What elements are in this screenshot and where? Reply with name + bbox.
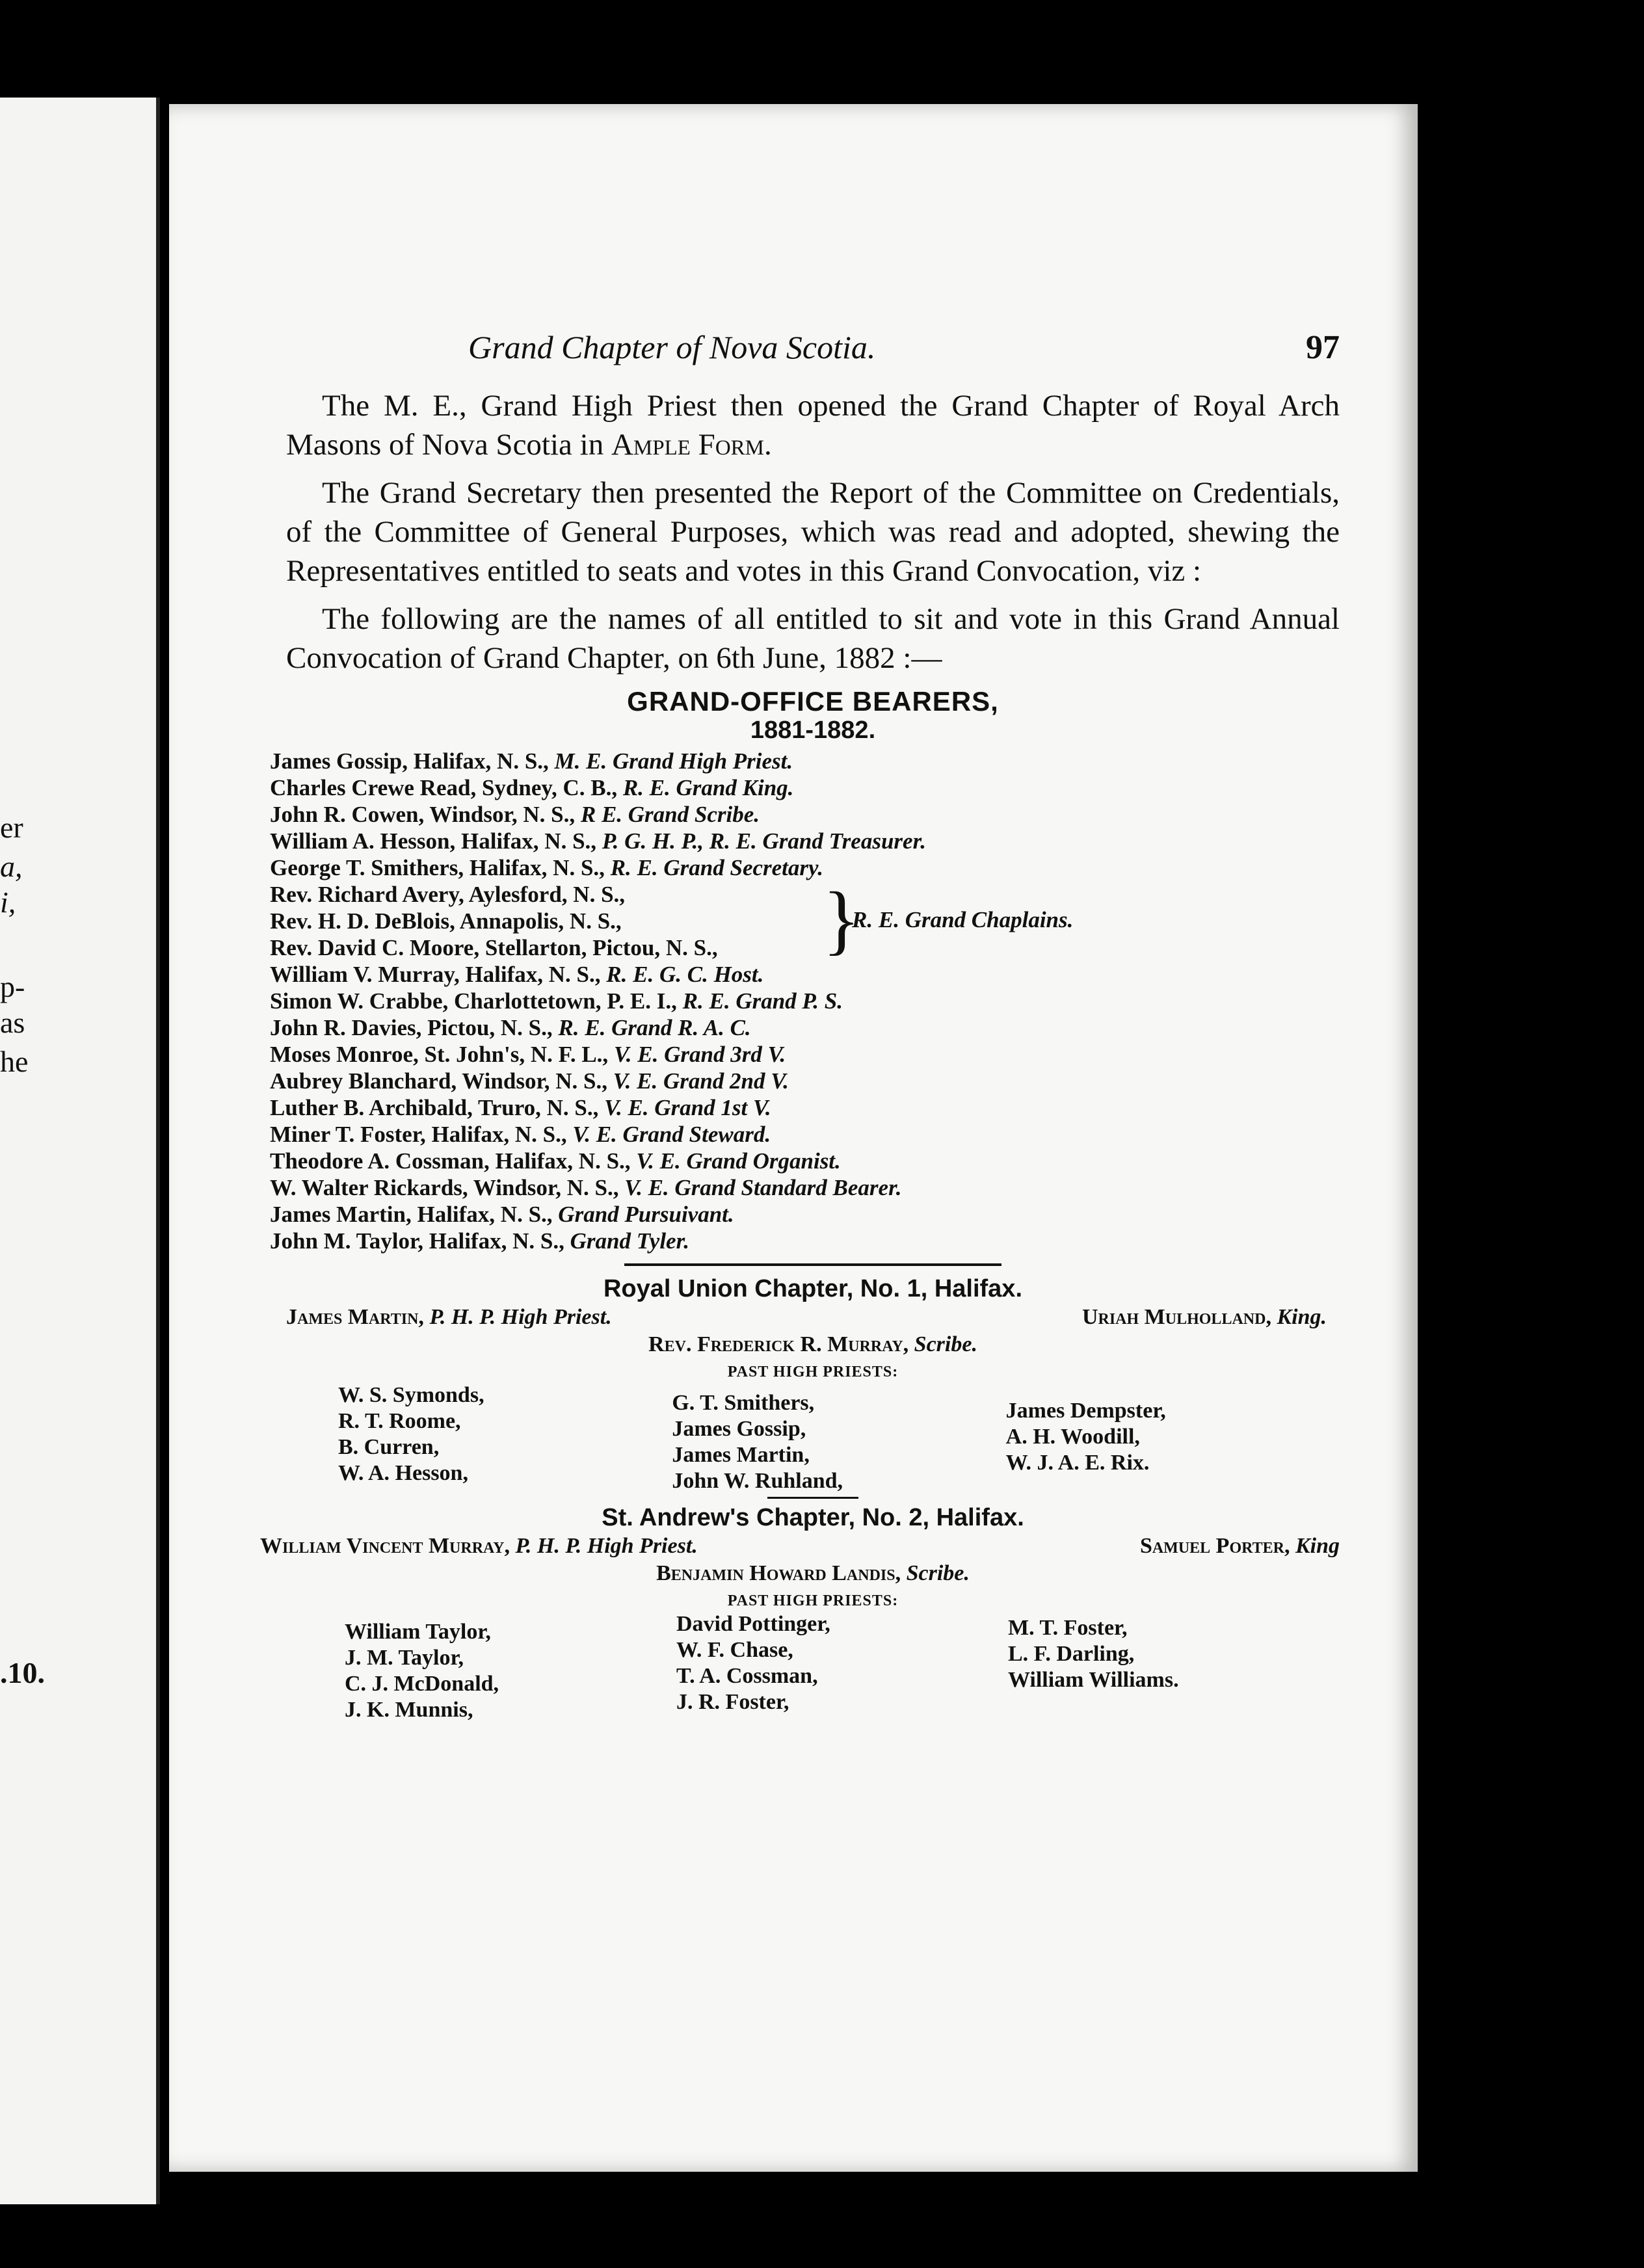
list-item: J. M. Taylor, bbox=[345, 1646, 464, 1670]
officer-title: R. E. G. C. Host. bbox=[606, 962, 764, 987]
officer-row bbox=[270, 1041, 1340, 1068]
chaplains-title: R. E. Grand Chaplains. bbox=[852, 907, 1074, 932]
officer-name: William V. Murray, Halifax, N. S., bbox=[270, 962, 607, 987]
officer-title: Scribe. bbox=[906, 1561, 970, 1585]
officer-row bbox=[270, 1174, 1340, 1201]
list-item: John W. Ruhland, bbox=[672, 1469, 843, 1493]
paragraph-following: The following are the names of all entitled to sit and vote in this Grand Annual Convocation of Grand Chapter, on 6th June, 1882 :— bbox=[286, 602, 1340, 675]
page-content bbox=[260, 328, 1340, 1723]
grand-office-heading: GRAND-OFFICE BEARERS, bbox=[627, 686, 999, 717]
list-item: J. R. Foster, bbox=[676, 1690, 789, 1714]
list-item: W. F. Chase, bbox=[676, 1638, 793, 1662]
chaplain-row: Rev. Richard Avery, Aylesford, N. S., bbox=[270, 882, 626, 907]
book-page bbox=[169, 104, 1418, 2172]
previous-page-edge bbox=[0, 98, 160, 2204]
officer-name: Samuel Porter, bbox=[1139, 1534, 1295, 1558]
officer-name: Charles Crewe Read, Sydney, C. B., bbox=[270, 775, 623, 800]
officer-name: James Martin, Halifax, N. S., bbox=[270, 1202, 559, 1227]
grand-office-years: 1881-1882. bbox=[750, 717, 876, 744]
officer-title: R. E. Grand King. bbox=[622, 775, 794, 800]
list-item: W. A. Hesson, bbox=[338, 1461, 468, 1485]
list-item: J. K. Munnis, bbox=[345, 1698, 473, 1722]
officer-name: William A. Hesson, Halifax, N. S., bbox=[270, 828, 602, 854]
list-item: David Pottinger, bbox=[676, 1612, 830, 1636]
divider bbox=[624, 1263, 1001, 1266]
column bbox=[338, 1382, 672, 1494]
chaplains-group bbox=[270, 876, 1340, 962]
officer-name: James Gossip, Halifax, N. S., bbox=[270, 748, 555, 774]
officer-title: P. G. H. P., R. E. Grand Treasurer. bbox=[602, 828, 927, 854]
officer-row bbox=[270, 1228, 1340, 1254]
high-priest bbox=[260, 1533, 698, 1560]
officer-title: V. E. Grand Organist. bbox=[636, 1148, 841, 1174]
fragment: as bbox=[0, 1006, 25, 1039]
officer-row bbox=[270, 1121, 1340, 1148]
chapter-title: St. Andrew's Chapter, No. 2, Halifax. bbox=[602, 1504, 1024, 1531]
running-header bbox=[468, 328, 1340, 367]
column bbox=[1006, 1382, 1340, 1494]
fragment: i, bbox=[0, 886, 16, 919]
past-high-priests-heading: PAST HIGH PRIESTS: bbox=[727, 1364, 899, 1380]
officer-name: James Martin, bbox=[286, 1305, 430, 1329]
fragment: he bbox=[0, 1045, 29, 1078]
officer-row bbox=[270, 961, 1340, 988]
officer-name: John R. Davies, Pictou, N. S., bbox=[270, 1015, 559, 1040]
scribe-line bbox=[286, 1331, 1340, 1358]
officer-title: Grand Tyler. bbox=[570, 1228, 690, 1254]
list-item: L. F. Darling, bbox=[1008, 1642, 1135, 1666]
paragraph-credentials: The Grand Secretary then presented the Report of the Committee on Credentials, of the Committee of General Purposes, which was read and adopted, shewing the Representatives entitled to seats and votes in this Grand Convocation, viz : bbox=[286, 476, 1340, 588]
column bbox=[345, 1611, 676, 1723]
officer-row bbox=[270, 988, 1340, 1014]
officer-title: King. bbox=[1277, 1305, 1327, 1329]
officer-name: George T. Smithers, Halifax, N. S., bbox=[270, 855, 611, 880]
officer-name: Aubrey Blanchard, Windsor, N. S., bbox=[270, 1068, 613, 1094]
running-title: Grand Chapter of Nova Scotia. bbox=[468, 329, 876, 365]
officer-name: William Vincent Murray, bbox=[260, 1534, 516, 1558]
officer-title: R E. Grand Scribe. bbox=[580, 802, 760, 827]
officer-row bbox=[270, 774, 1340, 801]
column bbox=[1008, 1611, 1340, 1723]
officer-title: P. H. P. High Priest. bbox=[515, 1534, 698, 1558]
officer-name: Benjamin Howard Landis, bbox=[656, 1561, 907, 1585]
officer-title: P. H. P. High Priest. bbox=[429, 1305, 612, 1329]
officer-title: V. E. Grand Standard Bearer. bbox=[624, 1175, 902, 1200]
officer-row bbox=[270, 1201, 1340, 1228]
list-item: W. J. A. E. Rix. bbox=[1005, 1451, 1150, 1475]
officer-title: Grand Pursuivant. bbox=[558, 1202, 734, 1227]
list-item: T. A. Cossman, bbox=[676, 1664, 818, 1688]
officer-name: Uriah Mulholland, bbox=[1081, 1305, 1277, 1329]
officer-name: Moses Monroe, St. John's, N. F. L., bbox=[270, 1042, 614, 1067]
ample-form: Ample Form. bbox=[611, 428, 772, 462]
chaplain-row: Rev. David C. Moore, Stellarton, Pictou, N. S., bbox=[270, 935, 718, 960]
officer-row bbox=[270, 1014, 1340, 1041]
officer-row bbox=[270, 854, 1340, 881]
officer-title: V. E. Grand 2nd V. bbox=[613, 1068, 789, 1094]
list-item: B. Curren, bbox=[338, 1435, 440, 1459]
fragment: a, bbox=[0, 850, 23, 883]
list-item: A. H. Woodill, bbox=[1005, 1425, 1140, 1449]
brace-icon: } bbox=[823, 876, 860, 962]
list-item: James Martin, bbox=[672, 1443, 810, 1467]
officer-name: Luther B. Archibald, Truro, N. S., bbox=[270, 1095, 605, 1120]
officer-title: V. E. Grand 1st V. bbox=[604, 1095, 771, 1120]
officer-list bbox=[270, 748, 1340, 1254]
list-item: C. J. McDonald, bbox=[345, 1672, 499, 1696]
list-item: James Gossip, bbox=[672, 1417, 806, 1441]
past-high-priests-list bbox=[286, 1611, 1340, 1723]
officer-name: John M. Taylor, Halifax, N. S., bbox=[270, 1228, 570, 1254]
king bbox=[1140, 1533, 1340, 1560]
officer-row bbox=[270, 801, 1340, 828]
column bbox=[676, 1611, 1008, 1723]
officer-name: Theodore A. Cossman, Halifax, N. S., bbox=[270, 1148, 637, 1174]
scribe-line bbox=[286, 1560, 1340, 1587]
officer-name: W. Walter Rickards, Windsor, N. S., bbox=[270, 1175, 625, 1200]
page-number: 97 bbox=[1306, 329, 1340, 366]
officer-row bbox=[270, 828, 1340, 854]
officer-row bbox=[270, 748, 1340, 774]
paragraph-text: The M. E., Grand High Priest then opened the Grand Chapter of Royal Arch Masons of Nova Scotia in bbox=[286, 389, 1340, 462]
list-item: M. T. Foster, bbox=[1008, 1616, 1128, 1640]
column bbox=[672, 1382, 1005, 1494]
officer-title: R. E. Grand Secretary. bbox=[610, 855, 823, 880]
fragment: .10. bbox=[0, 1656, 45, 1689]
paragraph-opening bbox=[286, 386, 1340, 464]
list-item: W. S. Symonds, bbox=[338, 1383, 484, 1407]
officer-title: Scribe. bbox=[914, 1332, 977, 1356]
officer-title: R. E. Grand R. A. C. bbox=[558, 1015, 751, 1040]
list-item: R. T. Roome, bbox=[338, 1409, 461, 1433]
officer-name: Miner T. Foster, Halifax, N. S., bbox=[270, 1122, 573, 1147]
list-item: William Williams. bbox=[1008, 1668, 1179, 1692]
officer-title: M. E. Grand High Priest. bbox=[554, 748, 793, 774]
chapter-officers-line bbox=[260, 1533, 1340, 1560]
divider bbox=[767, 1497, 858, 1499]
officer-title: R. E. Grand P. S. bbox=[682, 988, 843, 1014]
officer-title: King bbox=[1295, 1534, 1340, 1558]
list-item: G. T. Smithers, bbox=[672, 1391, 815, 1415]
officer-name: Simon W. Crabbe, Charlottetown, P. E. I., bbox=[270, 988, 683, 1014]
list-item: James Dempster, bbox=[1005, 1399, 1166, 1423]
chaplain-row: Rev. H. D. DeBlois, Annapolis, N. S., bbox=[270, 908, 622, 934]
fragment: er bbox=[0, 811, 23, 844]
list-item: William Taylor, bbox=[345, 1620, 491, 1644]
officer-row bbox=[270, 1148, 1340, 1174]
past-high-priests-heading: PAST HIGH PRIESTS: bbox=[727, 1592, 899, 1609]
officer-row bbox=[270, 1094, 1340, 1121]
king bbox=[1082, 1304, 1327, 1331]
officer-title: V. E. Grand 3rd V. bbox=[613, 1042, 786, 1067]
fragment: p- bbox=[0, 970, 25, 1003]
st-andrews-chapter bbox=[260, 1503, 1340, 1723]
high-priest bbox=[286, 1304, 612, 1331]
officer-name: John R. Cowen, Windsor, N. S., bbox=[270, 802, 581, 827]
chapter-officers-line bbox=[286, 1304, 1340, 1331]
chapter-title: Royal Union Chapter, No. 1, Halifax. bbox=[603, 1275, 1022, 1302]
royal-union-chapter bbox=[286, 1274, 1340, 1494]
officer-title: V. E. Grand Steward. bbox=[572, 1122, 771, 1147]
officer-row bbox=[270, 1068, 1340, 1094]
past-high-priests-list bbox=[286, 1382, 1340, 1494]
officer-name: Rev. Frederick R. Murray, bbox=[648, 1332, 914, 1356]
